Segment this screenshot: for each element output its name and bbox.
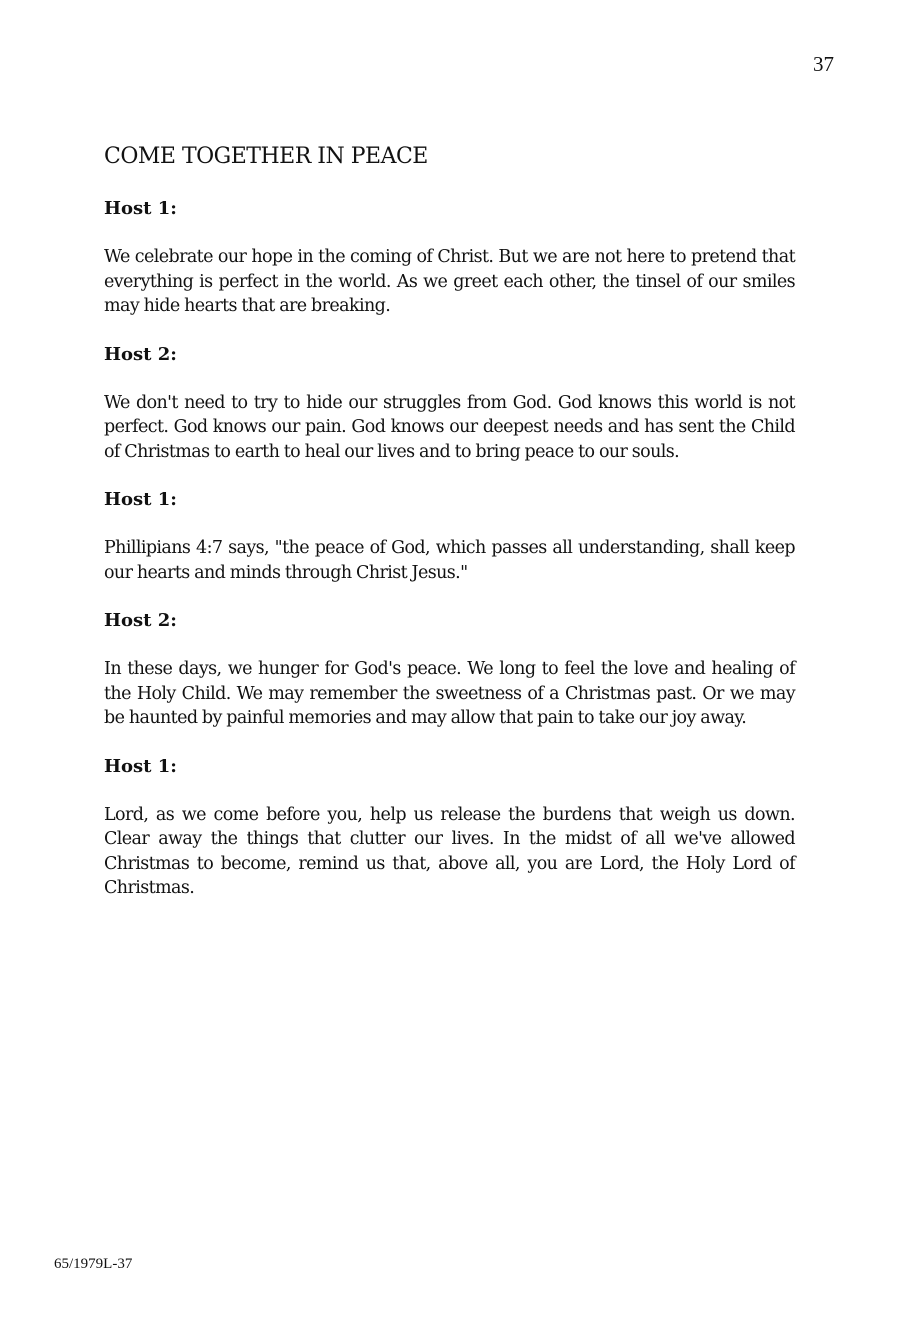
speaker-label: Host 1: xyxy=(104,198,177,219)
page-title: COME TOGETHER IN PEACE xyxy=(104,144,428,169)
speaker-text: We celebrate our hope in the coming of Christ. But we are not here to pretend that everything is perfect in the world. As we greet each other, the tinsel of our smiles may hide hearts that are breaking. xyxy=(104,247,795,316)
dialogue-section-5 xyxy=(104,754,795,901)
speaker-label: Host 2: xyxy=(104,610,177,631)
dialogue-section-4 xyxy=(104,608,795,731)
dialogue-section-3 xyxy=(104,487,795,585)
speaker-label: Host 2: xyxy=(104,343,177,365)
page-number: 37 xyxy=(813,52,834,76)
dialogue-section-2 xyxy=(104,342,795,465)
page-content xyxy=(104,142,795,924)
speaker-text: We don't need to try to hide our struggles from God. God knows this world is not perfect. God knows our pain. God knows our deepest needs and has sent the Child of Christmas to earth to heal our lives and to bring peace to our souls. xyxy=(104,392,795,462)
speaker-label: Host 1: xyxy=(104,489,177,510)
speaker-text: Phillipians 4:7 says, "the peace of God, which passes all understanding, shall keep our hearts and minds through Christ Jesus." xyxy=(104,538,795,583)
footer-code: 65/1979L-37 xyxy=(54,1256,133,1272)
speaker-text: In these days, we hunger for God's peace. We long to feel the love and healing of the Holy Child. We may remember the sweetness of a Christmas past. Or we may be haunted by painful memories and may allow that pain to take our joy away. xyxy=(104,659,795,728)
dialogue-section-1 xyxy=(104,196,795,319)
speaker-text: Lord, as we come before you, help us release the burdens that weigh us down. Clear away the things that clutter our lives. In the midst of all we've allowed Christmas to become, remind us that, above all, you are Lord, the Holy Lord of Christmas. xyxy=(104,804,795,898)
speaker-label: Host 1: xyxy=(104,755,177,777)
